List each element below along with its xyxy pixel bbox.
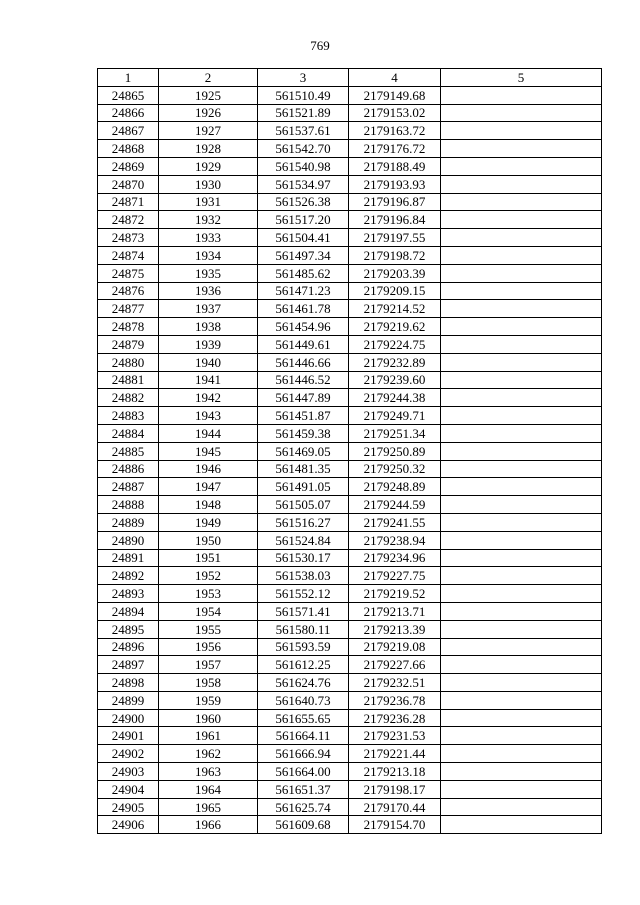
index-cell: 1932 xyxy=(159,211,258,229)
note-cell xyxy=(441,745,602,763)
table-row xyxy=(98,407,602,425)
x-coordinate-cell: 561516.27 xyxy=(258,513,349,531)
point-number-cell: 24900 xyxy=(98,709,159,727)
index-cell: 1939 xyxy=(159,335,258,353)
point-number-cell: 24903 xyxy=(98,763,159,781)
x-coordinate-cell: 561446.66 xyxy=(258,353,349,371)
y-coordinate-cell: 2179248.89 xyxy=(349,478,441,496)
point-number-cell: 24883 xyxy=(98,407,159,425)
y-coordinate-cell: 2179163.72 xyxy=(349,122,441,140)
index-cell: 1960 xyxy=(159,709,258,727)
x-coordinate-cell: 561666.94 xyxy=(258,745,349,763)
y-coordinate-cell: 2179227.75 xyxy=(349,567,441,585)
index-cell: 1934 xyxy=(159,246,258,264)
index-cell: 1963 xyxy=(159,763,258,781)
x-coordinate-cell: 561624.76 xyxy=(258,674,349,692)
note-cell xyxy=(441,353,602,371)
table-row xyxy=(98,638,602,656)
point-number-cell: 24895 xyxy=(98,620,159,638)
x-coordinate-cell: 561491.05 xyxy=(258,478,349,496)
x-coordinate-cell: 561521.89 xyxy=(258,104,349,122)
note-cell xyxy=(441,211,602,229)
table-row xyxy=(98,780,602,798)
table-row xyxy=(98,531,602,549)
table-row xyxy=(98,816,602,834)
x-coordinate-cell: 561534.97 xyxy=(258,175,349,193)
y-coordinate-cell: 2179188.49 xyxy=(349,157,441,175)
note-cell xyxy=(441,335,602,353)
y-coordinate-cell: 2179224.75 xyxy=(349,335,441,353)
note-cell xyxy=(441,300,602,318)
index-cell: 1928 xyxy=(159,140,258,158)
y-coordinate-cell: 2179213.18 xyxy=(349,763,441,781)
x-coordinate-cell: 561449.61 xyxy=(258,335,349,353)
y-coordinate-cell: 2179232.89 xyxy=(349,353,441,371)
coordinates-table xyxy=(97,68,602,834)
note-cell xyxy=(441,674,602,692)
table-row xyxy=(98,620,602,638)
table-row xyxy=(98,246,602,264)
x-coordinate-cell: 561537.61 xyxy=(258,122,349,140)
y-coordinate-cell: 2179153.02 xyxy=(349,104,441,122)
x-coordinate-cell: 561461.78 xyxy=(258,300,349,318)
point-number-cell: 24904 xyxy=(98,780,159,798)
y-coordinate-cell: 2179219.08 xyxy=(349,638,441,656)
y-coordinate-cell: 2179197.55 xyxy=(349,229,441,247)
x-coordinate-cell: 561540.98 xyxy=(258,157,349,175)
table-row xyxy=(98,460,602,478)
point-number-cell: 24885 xyxy=(98,442,159,460)
point-number-cell: 24894 xyxy=(98,602,159,620)
header-row xyxy=(98,69,602,87)
point-number-cell: 24872 xyxy=(98,211,159,229)
table-header xyxy=(98,69,602,87)
index-cell: 1948 xyxy=(159,496,258,514)
note-cell xyxy=(441,602,602,620)
table-row xyxy=(98,585,602,603)
point-number-cell: 24865 xyxy=(98,86,159,104)
note-cell xyxy=(441,460,602,478)
index-cell: 1952 xyxy=(159,567,258,585)
y-coordinate-cell: 2179213.39 xyxy=(349,620,441,638)
x-coordinate-cell: 561593.59 xyxy=(258,638,349,656)
index-cell: 1933 xyxy=(159,229,258,247)
point-number-cell: 24875 xyxy=(98,264,159,282)
index-cell: 1935 xyxy=(159,264,258,282)
index-cell: 1940 xyxy=(159,353,258,371)
table-row xyxy=(98,478,602,496)
note-cell xyxy=(441,122,602,140)
note-cell xyxy=(441,513,602,531)
x-coordinate-cell: 561526.38 xyxy=(258,193,349,211)
y-coordinate-cell: 2179232.51 xyxy=(349,674,441,692)
point-number-cell: 24880 xyxy=(98,353,159,371)
index-cell: 1942 xyxy=(159,389,258,407)
x-coordinate-cell: 561454.96 xyxy=(258,318,349,336)
point-number-cell: 24905 xyxy=(98,798,159,816)
index-cell: 1938 xyxy=(159,318,258,336)
note-cell xyxy=(441,656,602,674)
x-coordinate-cell: 561612.25 xyxy=(258,656,349,674)
index-cell: 1966 xyxy=(159,816,258,834)
x-coordinate-cell: 561571.41 xyxy=(258,602,349,620)
note-cell xyxy=(441,549,602,567)
index-cell: 1949 xyxy=(159,513,258,531)
x-coordinate-cell: 561497.34 xyxy=(258,246,349,264)
x-coordinate-cell: 561447.89 xyxy=(258,389,349,407)
table-body xyxy=(98,86,602,833)
table-row xyxy=(98,567,602,585)
table-row xyxy=(98,709,602,727)
y-coordinate-cell: 2179198.17 xyxy=(349,780,441,798)
table-row xyxy=(98,157,602,175)
table-row xyxy=(98,104,602,122)
note-cell xyxy=(441,478,602,496)
y-coordinate-cell: 2179236.28 xyxy=(349,709,441,727)
note-cell xyxy=(441,157,602,175)
y-coordinate-cell: 2179196.87 xyxy=(349,193,441,211)
y-coordinate-cell: 2179250.32 xyxy=(349,460,441,478)
table-row xyxy=(98,549,602,567)
index-cell: 1936 xyxy=(159,282,258,300)
point-number-cell: 24901 xyxy=(98,727,159,745)
table-row xyxy=(98,389,602,407)
table-row xyxy=(98,140,602,158)
point-number-cell: 24878 xyxy=(98,318,159,336)
index-cell: 1946 xyxy=(159,460,258,478)
y-coordinate-cell: 2179249.71 xyxy=(349,407,441,425)
index-cell: 1930 xyxy=(159,175,258,193)
point-number-cell: 24893 xyxy=(98,585,159,603)
point-number-cell: 24876 xyxy=(98,282,159,300)
note-cell xyxy=(441,798,602,816)
y-coordinate-cell: 2179231.53 xyxy=(349,727,441,745)
table-row xyxy=(98,300,602,318)
y-coordinate-cell: 2179250.89 xyxy=(349,442,441,460)
x-coordinate-cell: 561655.65 xyxy=(258,709,349,727)
column-header-4: 4 xyxy=(349,69,441,87)
table-row xyxy=(98,424,602,442)
y-coordinate-cell: 2179198.72 xyxy=(349,246,441,264)
note-cell xyxy=(441,709,602,727)
page-number: 769 xyxy=(310,38,330,53)
table-row xyxy=(98,691,602,709)
index-cell: 1959 xyxy=(159,691,258,709)
point-number-cell: 24874 xyxy=(98,246,159,264)
y-coordinate-cell: 2179203.39 xyxy=(349,264,441,282)
column-header-1: 1 xyxy=(98,69,159,87)
point-number-cell: 24867 xyxy=(98,122,159,140)
table-row xyxy=(98,513,602,531)
index-cell: 1953 xyxy=(159,585,258,603)
point-number-cell: 24902 xyxy=(98,745,159,763)
point-number-cell: 24882 xyxy=(98,389,159,407)
note-cell xyxy=(441,282,602,300)
x-coordinate-cell: 561664.00 xyxy=(258,763,349,781)
index-cell: 1937 xyxy=(159,300,258,318)
y-coordinate-cell: 2179239.60 xyxy=(349,371,441,389)
note-cell xyxy=(441,780,602,798)
point-number-cell: 24870 xyxy=(98,175,159,193)
y-coordinate-cell: 2179213.71 xyxy=(349,602,441,620)
point-number-cell: 24877 xyxy=(98,300,159,318)
table-row xyxy=(98,442,602,460)
table-row xyxy=(98,745,602,763)
x-coordinate-cell: 561530.17 xyxy=(258,549,349,567)
point-number-cell: 24892 xyxy=(98,567,159,585)
point-number-cell: 24866 xyxy=(98,104,159,122)
note-cell xyxy=(441,620,602,638)
table-row xyxy=(98,193,602,211)
y-coordinate-cell: 2179176.72 xyxy=(349,140,441,158)
index-cell: 1945 xyxy=(159,442,258,460)
note-cell xyxy=(441,229,602,247)
y-coordinate-cell: 2179227.66 xyxy=(349,656,441,674)
table-row xyxy=(98,656,602,674)
index-cell: 1927 xyxy=(159,122,258,140)
index-cell: 1956 xyxy=(159,638,258,656)
note-cell xyxy=(441,531,602,549)
x-coordinate-cell: 561524.84 xyxy=(258,531,349,549)
point-number-cell: 24881 xyxy=(98,371,159,389)
index-cell: 1943 xyxy=(159,407,258,425)
point-number-cell: 24887 xyxy=(98,478,159,496)
table-row xyxy=(98,371,602,389)
y-coordinate-cell: 2179170.44 xyxy=(349,798,441,816)
x-coordinate-cell: 561485.62 xyxy=(258,264,349,282)
index-cell: 1926 xyxy=(159,104,258,122)
x-coordinate-cell: 561481.35 xyxy=(258,460,349,478)
note-cell xyxy=(441,727,602,745)
x-coordinate-cell: 561505.07 xyxy=(258,496,349,514)
note-cell xyxy=(441,585,602,603)
table-row xyxy=(98,674,602,692)
index-cell: 1929 xyxy=(159,157,258,175)
y-coordinate-cell: 2179154.70 xyxy=(349,816,441,834)
note-cell xyxy=(441,442,602,460)
index-cell: 1941 xyxy=(159,371,258,389)
index-cell: 1962 xyxy=(159,745,258,763)
table-row xyxy=(98,496,602,514)
point-number-cell: 24888 xyxy=(98,496,159,514)
note-cell xyxy=(441,496,602,514)
table-row xyxy=(98,763,602,781)
x-coordinate-cell: 561609.68 xyxy=(258,816,349,834)
x-coordinate-cell: 561510.49 xyxy=(258,86,349,104)
y-coordinate-cell: 2179251.34 xyxy=(349,424,441,442)
x-coordinate-cell: 561664.11 xyxy=(258,727,349,745)
y-coordinate-cell: 2179244.38 xyxy=(349,389,441,407)
y-coordinate-cell: 2179214.52 xyxy=(349,300,441,318)
point-number-cell: 24891 xyxy=(98,549,159,567)
x-coordinate-cell: 561625.74 xyxy=(258,798,349,816)
note-cell xyxy=(441,246,602,264)
x-coordinate-cell: 561552.12 xyxy=(258,585,349,603)
y-coordinate-cell: 2179236.78 xyxy=(349,691,441,709)
table-row xyxy=(98,798,602,816)
note-cell xyxy=(441,193,602,211)
note-cell xyxy=(441,763,602,781)
point-number-cell: 24897 xyxy=(98,656,159,674)
index-cell: 1961 xyxy=(159,727,258,745)
y-coordinate-cell: 2179241.55 xyxy=(349,513,441,531)
point-number-cell: 24899 xyxy=(98,691,159,709)
index-cell: 1954 xyxy=(159,602,258,620)
note-cell xyxy=(441,104,602,122)
note-cell xyxy=(441,371,602,389)
table-row xyxy=(98,86,602,104)
note-cell xyxy=(441,407,602,425)
point-number-cell: 24906 xyxy=(98,816,159,834)
point-number-cell: 24896 xyxy=(98,638,159,656)
x-coordinate-cell: 561504.41 xyxy=(258,229,349,247)
x-coordinate-cell: 561451.87 xyxy=(258,407,349,425)
y-coordinate-cell: 2179196.84 xyxy=(349,211,441,229)
y-coordinate-cell: 2179193.93 xyxy=(349,175,441,193)
x-coordinate-cell: 561446.52 xyxy=(258,371,349,389)
point-number-cell: 24890 xyxy=(98,531,159,549)
note-cell xyxy=(441,424,602,442)
column-header-2: 2 xyxy=(159,69,258,87)
y-coordinate-cell: 2179221.44 xyxy=(349,745,441,763)
table-row xyxy=(98,175,602,193)
note-cell xyxy=(441,264,602,282)
point-number-cell: 24884 xyxy=(98,424,159,442)
index-cell: 1931 xyxy=(159,193,258,211)
y-coordinate-cell: 2179149.68 xyxy=(349,86,441,104)
note-cell xyxy=(441,638,602,656)
index-cell: 1951 xyxy=(159,549,258,567)
x-coordinate-cell: 561517.20 xyxy=(258,211,349,229)
x-coordinate-cell: 561640.73 xyxy=(258,691,349,709)
table-row xyxy=(98,229,602,247)
table-row xyxy=(98,318,602,336)
x-coordinate-cell: 561459.38 xyxy=(258,424,349,442)
table-row xyxy=(98,282,602,300)
column-header-3: 3 xyxy=(258,69,349,87)
note-cell xyxy=(441,86,602,104)
note-cell xyxy=(441,318,602,336)
x-coordinate-cell: 561542.70 xyxy=(258,140,349,158)
note-cell xyxy=(441,140,602,158)
index-cell: 1965 xyxy=(159,798,258,816)
note-cell xyxy=(441,175,602,193)
table-row xyxy=(98,727,602,745)
index-cell: 1925 xyxy=(159,86,258,104)
y-coordinate-cell: 2179219.62 xyxy=(349,318,441,336)
point-number-cell: 24889 xyxy=(98,513,159,531)
point-number-cell: 24886 xyxy=(98,460,159,478)
table-row xyxy=(98,264,602,282)
x-coordinate-cell: 561469.05 xyxy=(258,442,349,460)
table-row xyxy=(98,122,602,140)
table-row xyxy=(98,211,602,229)
y-coordinate-cell: 2179244.59 xyxy=(349,496,441,514)
point-number-cell: 24873 xyxy=(98,229,159,247)
index-cell: 1958 xyxy=(159,674,258,692)
note-cell xyxy=(441,567,602,585)
index-cell: 1944 xyxy=(159,424,258,442)
point-number-cell: 24868 xyxy=(98,140,159,158)
y-coordinate-cell: 2179234.96 xyxy=(349,549,441,567)
index-cell: 1947 xyxy=(159,478,258,496)
note-cell xyxy=(441,816,602,834)
note-cell xyxy=(441,389,602,407)
x-coordinate-cell: 561471.23 xyxy=(258,282,349,300)
y-coordinate-cell: 2179219.52 xyxy=(349,585,441,603)
x-coordinate-cell: 561538.03 xyxy=(258,567,349,585)
point-number-cell: 24879 xyxy=(98,335,159,353)
x-coordinate-cell: 561651.37 xyxy=(258,780,349,798)
column-header-5: 5 xyxy=(441,69,602,87)
table-row xyxy=(98,602,602,620)
point-number-cell: 24869 xyxy=(98,157,159,175)
y-coordinate-cell: 2179238.94 xyxy=(349,531,441,549)
index-cell: 1964 xyxy=(159,780,258,798)
table-row xyxy=(98,353,602,371)
index-cell: 1957 xyxy=(159,656,258,674)
table-row xyxy=(98,335,602,353)
point-number-cell: 24871 xyxy=(98,193,159,211)
y-coordinate-cell: 2179209.15 xyxy=(349,282,441,300)
index-cell: 1950 xyxy=(159,531,258,549)
index-cell: 1955 xyxy=(159,620,258,638)
note-cell xyxy=(441,691,602,709)
point-number-cell: 24898 xyxy=(98,674,159,692)
x-coordinate-cell: 561580.11 xyxy=(258,620,349,638)
